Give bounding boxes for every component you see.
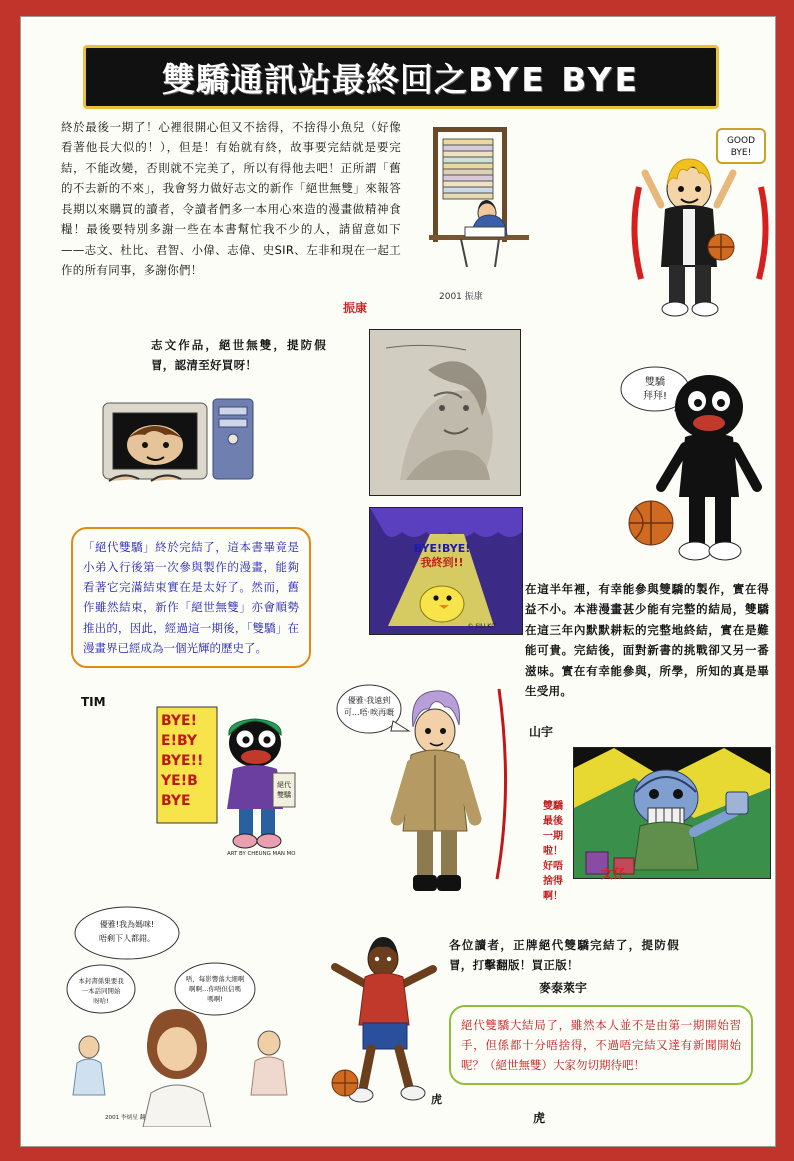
desk-date-caption: 2001 振康 bbox=[439, 292, 483, 302]
page-title bbox=[162, 54, 640, 101]
svg-text:BYE!: BYE! bbox=[161, 713, 197, 729]
reader-note-signature: 麥泰萊宇 bbox=[539, 981, 588, 995]
svg-text:雙驕: 雙驕 bbox=[277, 791, 291, 799]
intro-signature: 振康 bbox=[343, 301, 368, 315]
svg-text:絕代: 絕代 bbox=[277, 781, 291, 789]
standing-hero-illustration bbox=[331, 669, 511, 909]
svg-text:YE!B: YE!B bbox=[161, 773, 198, 789]
bye-sign-character-illustration bbox=[151, 703, 321, 863]
svg-text:E!BY: E!BY bbox=[161, 733, 197, 749]
shanyu-note-signature: 山宇 bbox=[529, 725, 554, 739]
svg-text:優雅·我遠到: 優雅·我遠到 bbox=[347, 696, 391, 705]
svg-text:本封書係集要我: 本封書係集要我 bbox=[78, 977, 124, 985]
zhiwen-note: 志文作品，絕世無雙，提防假冒，認清至好買呀！ bbox=[151, 338, 326, 373]
pencil-portrait-panel bbox=[369, 329, 521, 496]
computer-monitor-illustration bbox=[89, 385, 289, 495]
svg-text:© SIU KIT: © SIU KIT bbox=[467, 623, 497, 630]
svg-text:ART BY CHEUNG MAN MO: ART BY CHEUNG MAN MO bbox=[227, 851, 296, 857]
svg-text:拜拜!: 拜拜! bbox=[642, 391, 668, 402]
svg-text:BYE!!: BYE!! bbox=[161, 753, 204, 769]
svg-text:2001 李炳星 翻: 2001 李炳星 翻 bbox=[105, 1115, 146, 1121]
svg-text:我終到!!: 我終到!! bbox=[420, 556, 464, 569]
monster-panel-signature: 文仔 bbox=[601, 867, 626, 881]
svg-text:啊啊…你唔但信嗎: 啊啊…你唔但信嗎 bbox=[189, 985, 241, 993]
svg-text:雙驕: 雙驕 bbox=[645, 377, 665, 388]
reader-note: 各位讀者，正牌絕代雙驕完結了，提防假冒，打擊翻版！買正版！ bbox=[449, 938, 679, 973]
svg-text:BYE: BYE bbox=[161, 793, 191, 809]
page-title-en: BYE BYE bbox=[467, 59, 641, 99]
svg-text:GOOD: GOOD bbox=[726, 136, 756, 146]
page-canvas bbox=[20, 16, 776, 1147]
desk-reading-illustration bbox=[421, 117, 551, 282]
tiger-callout: 絕代雙驕大結局了，雖然本人並不是由第一期開始習手，但係都十分唔捨得，不過唔完結又達有新聞開始呢？（絕世無雙）大家勿切期待吧！ bbox=[449, 1005, 753, 1085]
svg-text:嗎啊!: 嗎啊! bbox=[207, 995, 223, 1003]
svg-text:唔，每影響落大細啊: 唔，每影響落大細啊 bbox=[185, 975, 245, 983]
monster-panel-bubble: 雙驕最後一期啦！好唔捨得啊！ bbox=[543, 801, 563, 902]
black-mascot-illustration bbox=[611, 355, 771, 585]
svg-text:呀哈!: 呀哈! bbox=[93, 997, 109, 1005]
svg-text:BYE!: BYE! bbox=[730, 148, 752, 158]
svg-text:優雅!我為媽咪!: 優雅!我為媽咪! bbox=[99, 920, 155, 929]
page-title-cn: 雙驕通訊站最終回之 bbox=[161, 59, 468, 99]
basketball-player-illustration bbox=[319, 925, 449, 1115]
svg-text:BYE!BYE!: BYE!BYE! bbox=[413, 542, 471, 555]
tiger-signature: 虎 bbox=[533, 1111, 546, 1125]
bye-bye-stage-panel bbox=[369, 507, 523, 635]
svg-text:虎: 虎 bbox=[431, 1093, 442, 1106]
shanyu-note: 在這半年裡，有幸能參與雙驕的製作，實在得益不小。本港漫畫甚少能有完整的結局，雙驕在這三年內默默耕耘的完整地終結，實在是難能可貴。完結後，面對新書的挑戰卻又另一番滋味。實在有幸能參與，所學，所知的真是畢生受用。 bbox=[525, 582, 769, 699]
tim-signature: TIM bbox=[81, 695, 106, 709]
page-title-banner bbox=[83, 45, 719, 109]
intro-paragraph: 終於最後一期了！心裡很開心但又不捨得，不捨得小魚兒（好像看著他長大似的！），但是！有始就有終，故事要完結就是要完結，不能改變，否則就不完美了，所以有得他去吧！正所謂「舊的不去新的不來」，我會努力做好志文的新作「絕世無雙」來報答長期以來購買的讀者，令讀者們多一本用心來造的漫畫做精神食糧！最後要特別多謝一些在本書幫忙我不少的人，請留意如下——志文、杜比、君智、小偉、志偉、史SIR、左非和現在一起工作的所有同事，多謝你們！ bbox=[61, 120, 401, 278]
svg-text:唔剩下人都錯。: 唔剩下人都錯。 bbox=[99, 934, 155, 943]
tim-callout: 「絕代雙驕」終於完結了，這本書畢竟是小弟入行後第一次參與製作的漫畫，能夠看著它完滿結束實在是太好了。然而，舊作雖然結束，新作「絕世無雙」亦會順勢推出的，因此，經過這一期後，「雙驕」在漫畫界已經成為一個光輝的歷史了。 bbox=[71, 527, 311, 668]
svg-text:一本話同開始: 一本話同開始 bbox=[81, 987, 121, 995]
monster-farewell-panel bbox=[573, 747, 771, 879]
svg-text:可...唔·唉再嘅: 可...唔·唉再嘅 bbox=[343, 708, 395, 717]
blond-boy-illustration bbox=[621, 127, 771, 327]
crowd-scene-illustration bbox=[65, 897, 315, 1127]
